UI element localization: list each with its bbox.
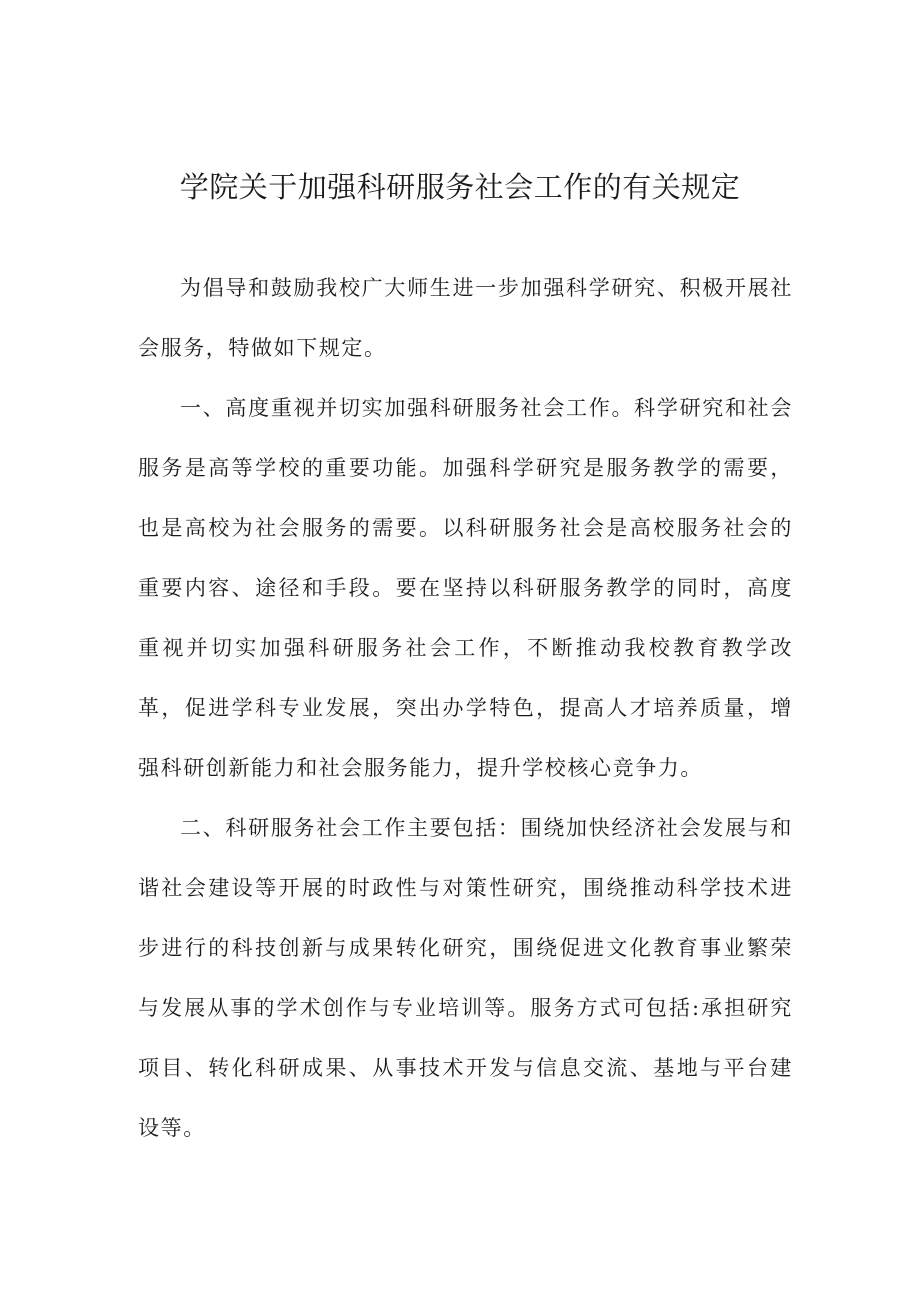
paragraph-section-2: 二、科研服务社会工作主要包括：围绕加快经济社会发展与和谐社会建设等开展的时政性与对策性研究，围绕推动科学技术进步进行的科技创新与成果转化研究，围绕促进文化教育事业繁荣与发展从事的学术创作与专业培训等。服务方式可包括:承担研究项目、转化科研成果、从事技术开发与信息交流、基地与平台建设等。 <box>138 816 793 1140</box>
document-title: 学院关于加强科研服务社会工作的有关规定 <box>179 170 741 204</box>
paragraph-section-1: 一、高度重视并切实加强科研服务社会工作。科学研究和社会服务是高等学校的重要功能。加强科学研究是服务教学的需要，也是高校为社会服务的需要。以科研服务社会是高校服务社会的重要内容、途径和手段。要在坚持以科研服务教学的同时，高度重视并切实加强科研服务社会工作，不断推动我校教育教学改革，促进学科专业发展，突出办学特色，提高人才培养质量，增强科研创新能力和社会服务能力，提升学校核心竞争力。 <box>138 396 793 780</box>
document-body <box>138 258 793 1158</box>
paragraph-intro: 为倡导和鼓励我校广大师生进一步加强科学研究、积极开展社会服务，特做如下规定。 <box>138 276 793 360</box>
